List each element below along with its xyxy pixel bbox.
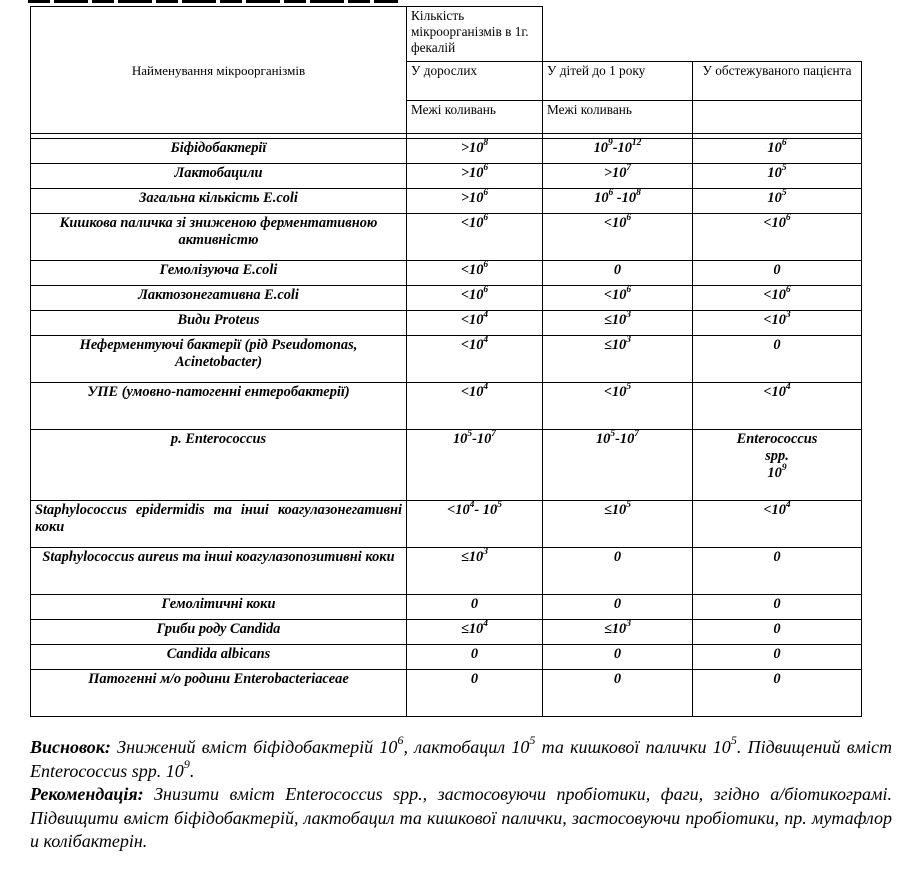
value-text: -10: [472, 431, 492, 447]
value-text: 0: [613, 549, 622, 565]
patient-value: [693, 501, 862, 548]
patient-value: [693, 620, 862, 645]
child-value: [543, 164, 693, 189]
value-text: 0: [470, 646, 479, 662]
value-text: <10: [460, 287, 484, 303]
microorganism-name: Staphylococcus epidermidis та інші коагулазонегативні коки: [31, 501, 407, 548]
exponent: 6: [483, 163, 489, 174]
value-text: ≤10: [603, 312, 627, 328]
table-row: [31, 139, 862, 164]
value-text: >10: [603, 165, 627, 181]
child-value: [543, 595, 693, 620]
value-text: 0: [613, 596, 622, 612]
recommendation-label: Рекомендація:: [30, 784, 144, 804]
exponent: 8: [483, 138, 489, 149]
top-clipped-line: [28, 0, 398, 3]
conclusion-text: та кишкової палички 10: [535, 737, 731, 757]
value-text: <10: [603, 384, 627, 400]
value-text: 0: [773, 337, 781, 353]
exponent: 5: [467, 429, 473, 440]
value-text: 10: [594, 190, 609, 206]
exponent: 6: [785, 285, 791, 296]
value-text: <10: [460, 215, 484, 231]
value-text: 10: [595, 431, 611, 447]
value-text: <10: [460, 337, 484, 353]
exponent: 6: [483, 188, 489, 199]
adult-value: [407, 645, 543, 670]
patient-value: [693, 311, 862, 336]
exponent: 5: [497, 500, 502, 511]
microorganism-name: р. Enterococcus: [31, 430, 407, 501]
value-text: ≤10: [460, 621, 484, 637]
value-text: ≤10: [603, 502, 627, 518]
adult-value: [407, 548, 543, 595]
child-value: [543, 286, 693, 311]
value-text: 0: [773, 549, 781, 565]
patient-value: [693, 214, 862, 261]
table-row: [31, 164, 862, 189]
conclusion-exp: 6: [397, 733, 404, 747]
exponent: 6: [626, 213, 632, 224]
adult-value: [407, 620, 543, 645]
child-value: [543, 670, 693, 717]
value-text: -10: [615, 431, 635, 447]
value-text: <10: [460, 312, 484, 328]
value-text: 0: [470, 596, 479, 612]
exponent: 4: [483, 335, 489, 346]
exponent: 6: [781, 138, 787, 149]
adult-value: [407, 430, 543, 501]
header-patient: У обстежуваного пацієнта: [693, 62, 862, 101]
exponent: 8: [636, 188, 641, 199]
patient-value: [693, 261, 862, 286]
value-text: 10: [593, 140, 608, 156]
child-value: [543, 430, 693, 501]
value-text: 10: [767, 190, 782, 206]
value-text: 10: [452, 431, 468, 447]
child-value: [543, 620, 693, 645]
exponent: 5: [626, 382, 632, 393]
microorganism-name: Candida albicans: [31, 645, 407, 670]
header-range-children: Межі коливань: [543, 101, 693, 134]
header-range-adults: Межі коливань: [407, 101, 543, 134]
exponent: 6: [483, 285, 489, 296]
table-row: [31, 670, 862, 717]
patient-value: [693, 430, 862, 501]
microorganism-name: Кишкова паличка зі зниженою ферментативною активністю: [31, 214, 407, 261]
value-text: spp.: [765, 448, 789, 464]
header-name-col: Найменування мікроорганізмів: [31, 7, 407, 134]
exponent: 3: [626, 619, 632, 630]
child-value: [543, 548, 693, 595]
value-text: 0: [773, 262, 781, 278]
value-text: <10: [447, 502, 470, 518]
adult-value: [407, 214, 543, 261]
child-value: [543, 189, 693, 214]
table-row: [31, 311, 862, 336]
child-value: [543, 501, 693, 548]
value-text: <10: [603, 287, 627, 303]
microorganism-name: Види Proteus: [31, 311, 407, 336]
microorganism-name: Гриби роду Candida: [31, 620, 407, 645]
value-text: -10: [613, 190, 637, 206]
exponent: 9: [607, 138, 613, 149]
value-text: <10: [763, 215, 786, 231]
microorganism-name: Біфідобактерії: [31, 139, 407, 164]
exponent: 5: [610, 429, 616, 440]
child-value: [543, 383, 693, 430]
microorganism-name: Лактобацили: [31, 164, 407, 189]
child-value: [543, 261, 693, 286]
value-text: ≤10: [603, 337, 627, 353]
exponent: 7: [491, 429, 497, 440]
adult-value: [407, 595, 543, 620]
adult-value: [407, 189, 543, 214]
patient-value: [693, 670, 862, 717]
header-children: У дітей до 1 року: [543, 62, 693, 101]
conclusion-text: . Підвищений вміст Enterococcus spp. 10: [30, 737, 892, 781]
value-text: 0: [773, 596, 781, 612]
value-text: Enterococcus: [736, 431, 818, 447]
microorganism-name: Лактозонегативна E.coli: [31, 286, 407, 311]
header-row-1: [31, 7, 862, 62]
adult-value: [407, 501, 543, 548]
microorganism-table: [30, 6, 862, 717]
value-text: <10: [763, 312, 786, 328]
adult-value: [407, 336, 543, 383]
table-row: [31, 501, 862, 548]
value-text: - 10: [474, 502, 498, 518]
table-row: [31, 548, 862, 595]
patient-value: [693, 189, 862, 214]
value-text: 0: [613, 262, 622, 278]
exponent: 6: [626, 285, 632, 296]
value-text: <10: [603, 215, 627, 231]
conclusion-exp: 9: [183, 756, 190, 771]
patient-value: [693, 595, 862, 620]
adult-value: [407, 139, 543, 164]
table-row: [31, 261, 862, 286]
value-text: >10: [460, 165, 484, 181]
adult-value: [407, 261, 543, 286]
value-text: >10: [460, 140, 484, 156]
header-count-col: Кількість мікроорганізмів в 1г. фекалій: [407, 7, 543, 62]
table-row: [31, 383, 862, 430]
value-text: <10: [460, 384, 484, 400]
exponent: 4: [483, 310, 489, 321]
header-range-patient: [693, 101, 862, 134]
recommendation-paragraph: [30, 783, 892, 854]
conclusion-text: , лактобацил 10: [403, 737, 530, 757]
table-body: [31, 139, 862, 717]
patient-value: [693, 548, 862, 595]
exponent: 4: [483, 619, 489, 630]
exponent: 4: [785, 382, 791, 393]
value-text: -10: [612, 140, 632, 156]
value-text: ≤10: [603, 621, 627, 637]
exponent: 6: [608, 188, 614, 199]
value-text: 0: [470, 671, 479, 687]
conclusion-exp: 5: [730, 733, 737, 747]
value-text: 0: [613, 671, 622, 687]
table-row: [31, 286, 862, 311]
exponent: 3: [626, 310, 632, 321]
conclusion-exp: 5: [529, 733, 536, 747]
child-value: [543, 139, 693, 164]
exponent: 3: [626, 335, 632, 346]
table-row: [31, 214, 862, 261]
value-text: 0: [613, 646, 622, 662]
microorganism-name: Загальна кількість E.coli: [31, 189, 407, 214]
microorganism-name: УПЕ (умовно-патогенні ентеробактерії): [31, 383, 407, 430]
value-text: 10: [767, 140, 782, 156]
exponent: 9: [781, 463, 787, 474]
microorganism-name: Гемолітичні коки: [31, 595, 407, 620]
child-value: [543, 214, 693, 261]
conclusion-paragraph: [30, 733, 892, 783]
adult-value: [407, 286, 543, 311]
table-row: [31, 189, 862, 214]
value-text: <10: [763, 384, 786, 400]
exponent: 3: [483, 547, 489, 558]
child-value: [543, 336, 693, 383]
value-text: >10: [460, 190, 484, 206]
table-row: [31, 336, 862, 383]
value-text: 0: [773, 671, 781, 687]
exponent: 12: [631, 138, 642, 149]
exponent: 5: [781, 163, 787, 174]
exponent: 7: [634, 429, 640, 440]
child-value: [543, 311, 693, 336]
adult-value: [407, 670, 543, 717]
header-adults: У дорослих: [407, 62, 543, 101]
patient-value: [693, 164, 862, 189]
value-text: 0: [773, 621, 781, 637]
adult-value: [407, 164, 543, 189]
exponent: 6: [785, 213, 791, 224]
exponent: 4: [469, 500, 475, 511]
adult-value: [407, 383, 543, 430]
conclusion-block: [30, 733, 892, 854]
microorganism-name: Неферментуючі бактерії (рід Pseudomonas, Acinetobacter): [31, 336, 407, 383]
adult-value: [407, 311, 543, 336]
value-text: 0: [773, 646, 781, 662]
value-text: 10: [767, 465, 782, 481]
table-row: [31, 645, 862, 670]
value-text: ≤10: [460, 549, 484, 565]
value-text: <10: [460, 262, 484, 278]
patient-value: [693, 286, 862, 311]
recommendation-text: Знизити вміст Enterococcus spp., застосовуючи пробіотики, фаги, згідно а/біотикограмі. Підвищити вміст біфідобактерій, лактобацил та кишкової палички, застосовуючи пробіотики, пр. мутафлор и колібактерін.: [30, 784, 892, 851]
header-blank: [543, 7, 862, 62]
microorganism-name: Патогенні м/о родини Enterobacteriaceae: [31, 670, 407, 717]
exponent: 3: [785, 310, 791, 321]
patient-value: [693, 383, 862, 430]
table-row: [31, 595, 862, 620]
patient-value: [693, 336, 862, 383]
conclusion-text: Знижений вміст біфідобактерій 10: [110, 737, 398, 757]
patient-value: [693, 139, 862, 164]
child-value: [543, 645, 693, 670]
exponent: 7: [626, 163, 632, 174]
exponent: 4: [483, 382, 489, 393]
microorganism-name: Гемолізуюча E.coli: [31, 261, 407, 286]
conclusion-label: Висновок:: [30, 737, 111, 757]
value-text: <10: [763, 287, 786, 303]
table-row: [31, 620, 862, 645]
exponent: 5: [781, 188, 787, 199]
exponent: 6: [483, 213, 489, 224]
exponent: 5: [626, 500, 632, 511]
conclusion-text: .: [189, 760, 195, 781]
value-line: [697, 465, 857, 482]
table-row: [31, 430, 862, 501]
patient-value: [693, 645, 862, 670]
microorganism-name: Staphylococcus aureus та інші коагулазопозитивні коки: [31, 548, 407, 595]
value-text: <10: [763, 502, 786, 518]
exponent: 6: [483, 260, 489, 271]
value-text: 10: [767, 165, 782, 181]
exponent: 4: [785, 500, 791, 511]
